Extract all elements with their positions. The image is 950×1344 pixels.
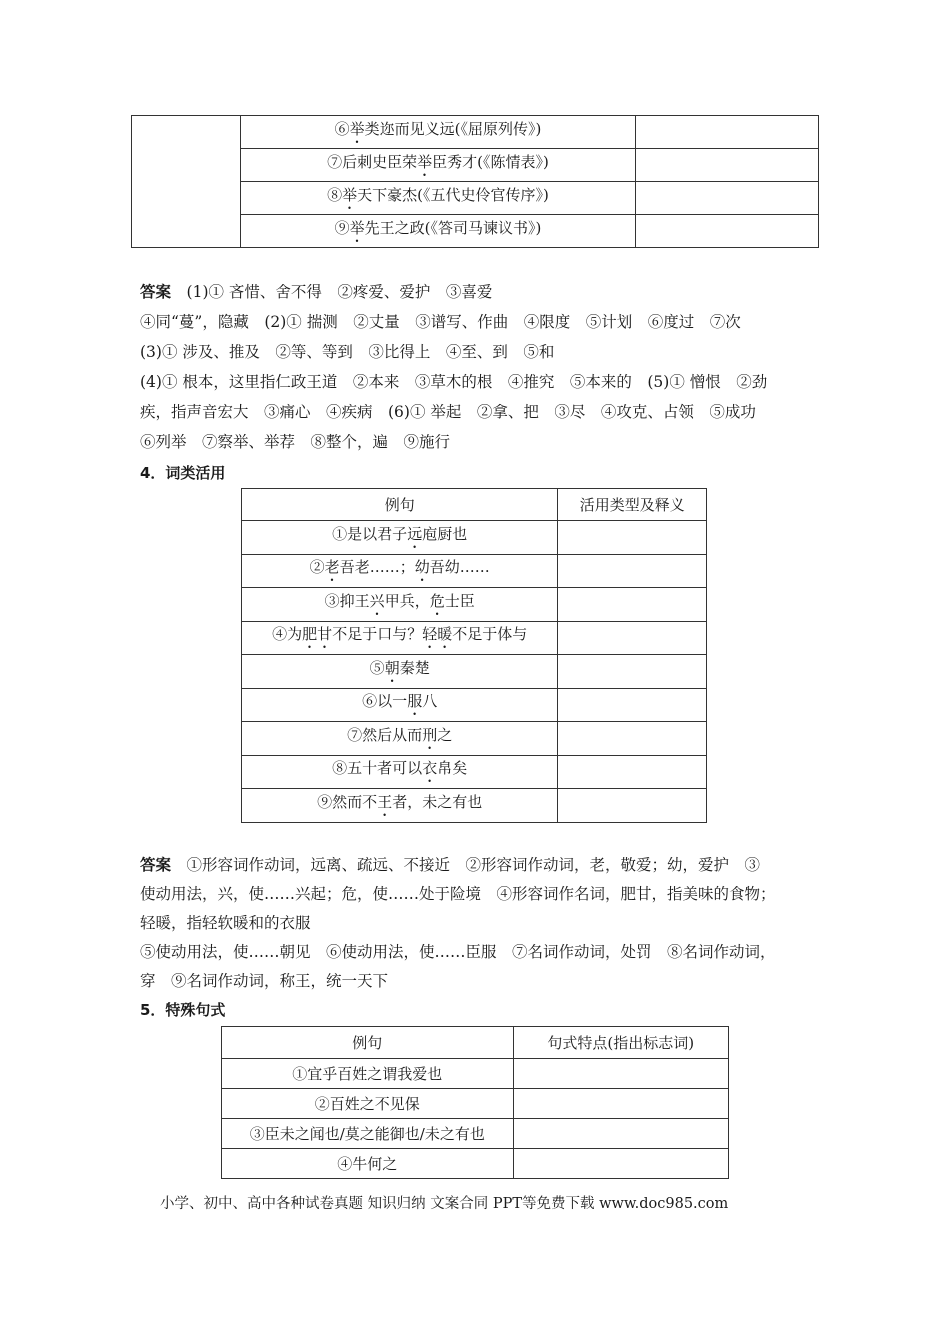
table-cell-empty [558,554,707,588]
table-row [132,116,819,149]
page-footer: 小学、初中、高中各种试卷真题 知识归纳 文案合同 PPT等免费下载 www.doc985.com [160,1196,729,1212]
table-cell-sentence: ⑦然后从而刑之 [242,722,558,756]
table-cell-empty [513,1149,728,1179]
answer-line: (4)① 根本，这里指仁政王道 ②本来 ③草木的根 ④推究 ⑤本来的 (5)① 憎恨 ②劲 [140,373,768,391]
table-cell-empty [513,1059,728,1089]
table-cell-empty [513,1089,728,1119]
table-cell-sentence: ①宜乎百姓之谓我爱也 [222,1059,514,1089]
table-cell-sentence: ②百姓之不见保 [222,1089,514,1119]
table-cell-empty [513,1119,728,1149]
answer-line: ④同“蔓”，隐藏 (2)① 揣测 ②丈量 ③谱写、作曲 ④限度 ⑤计划 ⑥度过 ⑦次 [140,313,741,331]
table-cell-empty [558,789,707,823]
table-cell-empty [558,722,707,756]
table-cell-empty [132,116,241,248]
table-cell-sentence: ⑥以一服八 [242,688,558,722]
table-top [131,115,819,248]
table-cell-empty [558,521,707,555]
table-header: 句式特点(指出标志词) [513,1027,728,1059]
table-row [242,688,707,722]
table-cell-empty [636,215,819,248]
table-cell-sentence: ⑨举先王之政(《答司马谏议书》) [241,215,636,248]
table-cell-sentence: ②老吾老……；幼吾幼…… [242,554,558,588]
table-row [242,755,707,789]
table-row [242,554,707,588]
table-header: 例句 [242,489,558,521]
table-row [242,789,707,823]
table-row [222,1119,729,1149]
table-cell-sentence: ③抑王兴甲兵，危士臣 [242,588,558,622]
table-header: 例句 [222,1027,514,1059]
table-special-sentences [221,1026,729,1179]
table-row [242,621,707,655]
answer-line: ⑤使动用法，使……朝见 ⑥使动用法，使……臣服 ⑦名词作动词，处罚 ⑧名词作动词， [140,943,776,961]
answer-line: 疾，指声音宏大 ③痛心 ④疾病 (6)① 举起 ②拿、把 ③尽 ④攻克、占领 ⑤成功 [140,403,756,421]
table-row [222,1089,729,1119]
answer-line: 使动用法，兴，使……兴起；危，使……处于险境 ④形容词作名词，肥甘，指美味的食物； [140,885,776,903]
table-row [222,1149,729,1179]
answer-line: (3)① 涉及、推及 ②等、等到 ③比得上 ④至、到 ⑤和 [140,343,555,361]
table-cell-sentence: ④为肥甘不足于口与？轻暖不足于体与 [242,621,558,655]
table-row [242,655,707,689]
table-cell-empty [636,116,819,149]
table-cell-sentence: ⑦后刺史臣荣举臣秀才(《陈情表》) [241,149,636,182]
answer-line: 轻暖，指轻软暖和的衣服 [140,914,311,932]
table-row [242,588,707,622]
table-cell-sentence: ③臣未之闻也/莫之能御也/未之有也 [222,1119,514,1149]
table-row [222,1059,729,1089]
answer-label: 答案 [140,856,172,874]
table-cell-sentence: ④牛何之 [222,1149,514,1179]
table-row [242,521,707,555]
answer-label: 答案 [140,283,172,301]
table-cell-sentence: ⑥举类迩而见义远(《屈原列传》) [241,116,636,149]
table-cell-sentence: ①是以君子远庖厨也 [242,521,558,555]
table-cell-empty [558,655,707,689]
answer-line: 答案 (1)① 吝惜、舍不得 ②疼爱、爱护 ③喜爱 [140,283,493,301]
answer-line: 穿 ⑨名词作动词，称王，统一天下 [140,972,389,990]
table-cell-sentence: ⑤朝秦楚 [242,655,558,689]
table-cell-sentence: ⑨然而不王者，未之有也 [242,789,558,823]
table-cell-sentence: ⑧五十者可以衣帛矣 [242,755,558,789]
answer-line: ⑥列举 ⑦察举、举荐 ⑧整个，遍 ⑨施行 [140,433,451,451]
section-title-4: 4．词类活用 [140,464,226,482]
table-cell-empty [636,149,819,182]
table-row [242,722,707,756]
table-word-usage [241,488,707,823]
section-title-5: 5．特殊句式 [140,1001,226,1019]
table-header: 活用类型及释义 [558,489,707,521]
table-cell-empty [558,688,707,722]
table-cell-empty [558,621,707,655]
table-cell-empty [558,755,707,789]
answer-line: 答案 ①形容词作动词，远离、疏远、不接近 ②形容词作动词，老，敬爱；幼，爱护 ③ [140,856,761,874]
table-cell-empty [558,588,707,622]
table-cell-empty [636,182,819,215]
table-cell-sentence: ⑧举天下豪杰(《五代史伶官传序》) [241,182,636,215]
